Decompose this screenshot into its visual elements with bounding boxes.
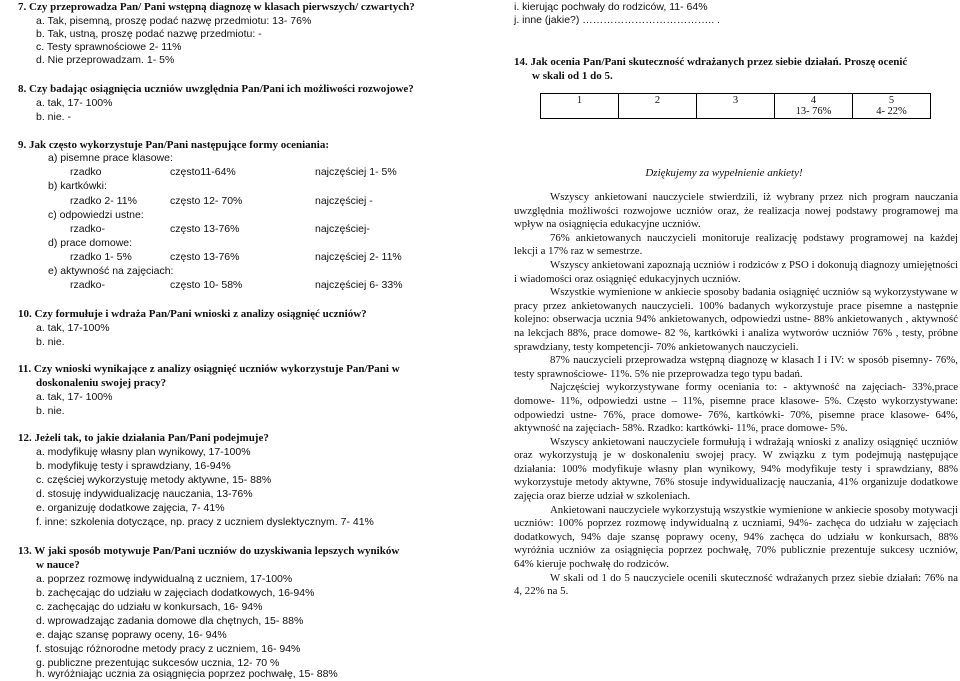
q9-item-a-label: a) pisemne prace klasowe: (48, 152, 173, 164)
q7-option-b: b. Tak, ustną, proszę podać nazwę przedmiotu: - (36, 28, 262, 40)
q11-title-line2: doskonaleniu swojej pracy? (36, 377, 167, 389)
q9-item-e-mostoften: najczęściej 6- 33% (315, 279, 403, 291)
q10-title: 10. Czy formułuje i wdraża Pan/Pani wnioski z analizy osiągnięć uczniów? (18, 308, 367, 320)
q9-item-a-often: często11-64% (170, 166, 236, 178)
q11-option-b: b. nie. (36, 405, 65, 417)
q9-item-c-label: c) odpowiedzi ustne: (48, 209, 144, 221)
scale-num-5: 5 (888, 95, 895, 106)
summary-paragraph-7: Wszyscy ankietowani nauczyciele formułują i wdrażają wnioski z analizy osiągnięć uczniów oraz wykorzystują je w doskonaleniu swojej pracy. W związku z tym podejmują następujące działania: 100% modyfikuje własny plan wynikowy, 94% modyfikuje testy i sprawdziany, 88% wykorzystuje metody aktywne, 76% stosuje indywidualizację nauczania, 41% organizuje dodatkowe zajęcia oraz bierze udział w szkoleniach. (514, 435, 958, 503)
q7-option-a: a. Tak, pisemną, proszę podać nazwę przedmiotu: 13- 76% (36, 15, 312, 27)
q12-item-e: e. organizuję dodatkowe zajęcia, 7- 41% (36, 502, 225, 514)
scale-num-3: 3 (732, 95, 739, 106)
q7-option-c: c. Testy sprawnościowe 2- 11% (36, 41, 182, 53)
q12-item-c: c. częściej wykorzystuję metody aktywne, 15- 88% (36, 474, 272, 486)
q8-option-b: b. nie. - (36, 111, 72, 123)
scale-cell-3 (697, 94, 775, 119)
q9-item-c-often: często 13-76% (170, 223, 240, 235)
q14-title-line1: 14. Jak ocenia Pan/Pani skuteczność wdrażanych przez siebie działań. Proszę ocenić (514, 56, 908, 68)
scale-num-2: 2 (654, 95, 661, 106)
summary-paragraph-2: 76% ankietowanych nauczycieli monitoruje realizację podstawy programowej na każdej lekcji a 17% raz w semestrze. (514, 231, 958, 258)
q9-item-d-rarely: rzadko 1- 5% (70, 251, 132, 263)
q12-item-f: f. inne: szkolenia dotyczące, np. pracy z uczniem dyslektycznym. 7- 41% (36, 516, 374, 528)
q12-item-d: d. stosuję indywidualizację nauczania, 13-76% (36, 488, 253, 500)
q13-item-h: h. wyróżniając ucznia za osiągnięcia poprzez pochwałę, 15- 88% (36, 668, 338, 680)
q14-scale-table (540, 93, 931, 119)
q9-item-e-rarely: rzadko- (70, 279, 106, 291)
scale-val-4: 13- 76% (795, 106, 832, 117)
q14-title-line2: w skali od 1 do 5. (532, 70, 613, 82)
scale-val-5: 4- 22% (876, 106, 907, 117)
q9-item-e-often: często 10- 58% (170, 279, 243, 291)
summary-paragraph-6: Najczęściej wykorzystywane formy oceniania to: - aktywność na zajęciach- 33%,prace domowe- 11%, odpowiedzi ustne – 11%, pisemne prace klasowe- 5%. Często wykorzystywane: odpowiedzi ustne- 76%, prace domowe- 76%, kartkówki- 70%, pisemne prace klasowe- 64%, aktywność na zajęciach- 58%. Rzadko: kartkówki- 11%, prace domowe- 5%. (514, 381, 958, 435)
q12-item-b: b. modyfikuję testy i sprawdziany, 16-94% (36, 460, 231, 472)
q9-item-d-label: d) prace domowe: (48, 237, 133, 249)
q9-item-c-rarely: rzadko- (70, 223, 106, 235)
q13-title-line2: w nauce? (36, 559, 80, 571)
scale-cell-4 (775, 94, 853, 119)
summary-paragraph-3: Wszyscy ankietowani zapoznają uczniów i rodziców z PSO i dokonują diagnozy umiejętności i wiadomości oraz osiągnięć edukacyjnych uczniów. (514, 258, 958, 285)
thanks-note: Dziękujemy za wypełnienie ankiety! (645, 167, 803, 179)
q7-title: 7. Czy przeprowadza Pan/ Pani wstępną diagnozę w klasach pierwszych/ czwartych? (18, 1, 415, 13)
q13-item-e: e. dając szansę poprawy oceny, 16- 94% (36, 629, 227, 641)
q13-item-d: d. wprowadzając zadania domowe dla chętnych, 15- 88% (36, 615, 304, 627)
q9-item-a-rarely: rzadko (70, 166, 102, 178)
q9-item-b-mostoften: najczęściej - (315, 195, 373, 207)
q13-item-a: a. poprzez rozmowę indywidualną z uczniem, 17-100% (36, 573, 293, 585)
q10-option-a: a. tak, 17-100% (36, 322, 110, 334)
q13-item-i: i. kierując pochwały do rodziców, 11- 64% (514, 1, 708, 13)
summary-paragraph-5: 87% nauczycieli przeprowadza wstępną diagnozę w klasach I i IV: w sposób pisemny- 76%, testy sprawnościowe- 11%. 5% nie przeprowadza tego typu badań. (514, 354, 958, 380)
q11-option-a: a. tak, 17- 100% (36, 391, 113, 403)
q9-item-e-label: e) aktywność na zajęciach: (48, 265, 174, 277)
q13-title-line1: 13. W jaki sposób motywuje Pan/Pani uczniów do uzyskiwania lepszych wyników (18, 545, 400, 557)
summary-paragraph-8: Ankietowani nauczyciele wykorzystują wszystkie wymienione w ankiecie sposoby motywacji uczniów: 100% poprzez rozmowę indywidualną z uczniami, 94%- zachęca do udziału w zajęciach dodatkowych, 94% daje szansę poprawy oceny, 94% zachęca do udziału w konkursach, 88% wyróżnia uczniów za osiągnięcia poprzez pochwałę, 70% publicznie prezentuje sukcesy uczniów, 64% kieruje pochwałę do rodziców. (514, 503, 958, 571)
q12-item-a: a. modyfikuję własny plan wynikowy, 17-100% (36, 446, 251, 458)
scale-cell-1 (541, 94, 619, 119)
summary-paragraph-1: Wszyscy ankietowani nauczyciele stwierdzili, iż wybrany przez nich program nauczania uwzględnia możliwości rozwojowe uczniów oraz, że realizacja nowej podstawy programowej ma wpływ na osiągnięcia edukacyjne uczniów. (514, 191, 958, 231)
summary-paragraph-4: Wszystkie wymienione w ankiecie sposoby badania osiągnięć uczniów są wykorzystywane w pracy przez ankietowanych nauczycieli. 100% badanych wykorzystuje prace pisemne a następnie kolejno: obserwacja ucznia 94% ankietowanych, odpowiedzi ustne- 88% ankietowanych , aktywność na lekcjach 88%, prace domowe- 82 %, kartkówki i analiza wytworów uczniów 76% , testy, próbne sprawdziany, testy kompetencji- 70% ankietowanych nauczycieli. (514, 286, 958, 353)
q13-item-g: g. publiczne prezentując sukcesów ucznia, 12- 70 % (36, 657, 280, 669)
q13-item-f: f. stosując różnorodne metody pracy z uczniem, 16- 94% (36, 643, 301, 655)
q7-option-d: d. Nie przeprowadzam. 1- 5% (36, 54, 175, 66)
scale-cell-5 (853, 94, 931, 119)
q9-item-d-mostoften: najczęściej 2- 11% (315, 251, 402, 263)
q12-title: 12. Jeżeli tak, to jakie działania Pan/Pani podejmuje? (18, 432, 269, 444)
q11-title-line1: 11. Czy wnioski wynikające z analizy osiągnięć uczniów wykorzystuje Pan/Pani w (18, 363, 400, 375)
q9-item-d-often: często 13-76% (170, 251, 240, 263)
scale-cell-2 (619, 94, 697, 119)
q8-option-a: a. tak, 17- 100% (36, 97, 113, 109)
q9-item-c-mostoften: najczęściej- (315, 223, 370, 235)
q10-option-b: b. nie. (36, 336, 65, 348)
summary-text (514, 191, 958, 599)
scale-num-1: 1 (576, 95, 583, 106)
summary-paragraph-9: W skali od 1 do 5 nauczyciele ocenili skuteczność wdrażanych przez siebie działań: 76% na 4, 22% na 5. (514, 571, 958, 598)
q9-title: 9. Jak często wykorzystuje Pan/Pani następujące formy oceniania: (18, 139, 330, 151)
q13-item-b: b. zachęcając do udziału w zajęciach dodatkowych, 16-94% (36, 587, 315, 599)
q9-item-b-rarely: rzadko 2- 11% (70, 195, 137, 207)
q13-item-c: c. zachęcając do udziału w konkursach, 16- 94% (36, 601, 263, 613)
q9-item-b-label: b) kartkówki: (48, 180, 107, 192)
q13-item-j: j. inne (jakie?) ……………………………….. . (514, 14, 720, 26)
scale-num-4: 4 (810, 95, 817, 106)
q8-title: 8. Czy badając osiągnięcia uczniów uwzględnia Pan/Pani ich możliwości rozwojowe? (18, 83, 414, 95)
q9-item-a-mostoften: najczęściej 1- 5% (315, 166, 397, 178)
q9-item-b-often: często 12- 70% (170, 195, 243, 207)
